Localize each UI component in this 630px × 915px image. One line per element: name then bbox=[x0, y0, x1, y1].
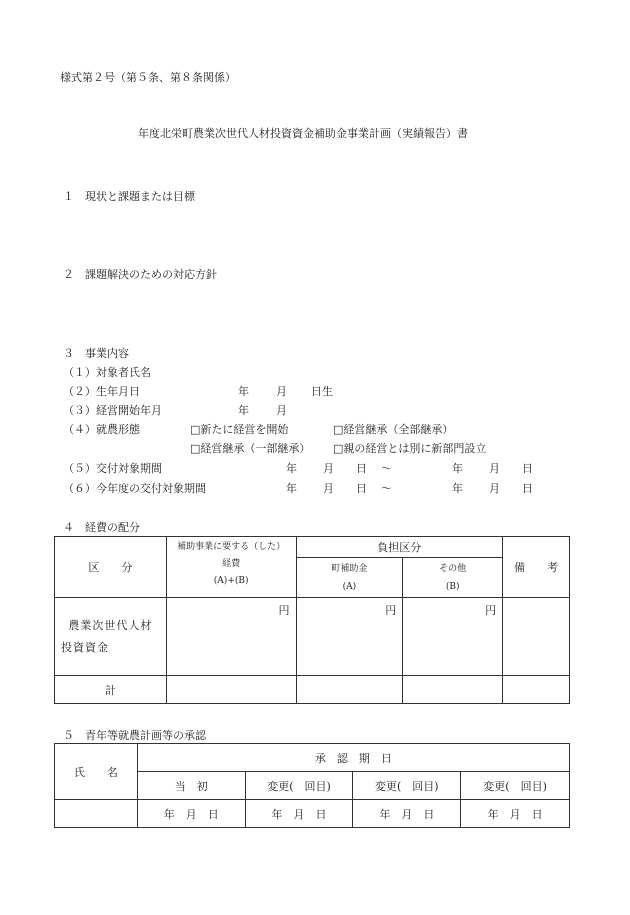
period-tilde: ～ bbox=[381, 462, 392, 475]
row-label-line1: 農業次世代人材 bbox=[68, 618, 153, 632]
day-unit: 日 bbox=[207, 807, 219, 821]
option-label: 経営継承（一部継承） bbox=[200, 442, 311, 455]
name-cell[interactable] bbox=[55, 800, 138, 828]
month-unit: 月 bbox=[293, 807, 305, 821]
total-town-cell[interactable] bbox=[296, 676, 403, 704]
total-label: 計 bbox=[55, 676, 167, 704]
burden-header: 負担区分 bbox=[296, 537, 503, 558]
town-amount-cell[interactable] bbox=[296, 598, 403, 676]
year-unit: 年 bbox=[271, 807, 283, 821]
yen-unit: 円 bbox=[485, 604, 497, 617]
town-subsidy-header bbox=[296, 558, 403, 598]
remarks-header: 備 考 bbox=[503, 537, 570, 598]
expense-amount-cell[interactable] bbox=[166, 598, 296, 676]
birth-month: 月 bbox=[276, 385, 287, 398]
recipient-name-label: （１）対象者氏名 bbox=[63, 366, 151, 379]
change-date-cell-2[interactable] bbox=[353, 800, 461, 828]
form-number: 様式第２号（第５条、第８条関係） bbox=[60, 71, 236, 84]
other-header bbox=[403, 558, 503, 598]
checkbox-icon bbox=[190, 423, 200, 436]
total-expense-cell[interactable] bbox=[166, 676, 296, 704]
expense-header-code: (A)+(B) bbox=[213, 576, 249, 586]
current-year-period-label: （６）今年度の交付対象期間 bbox=[63, 482, 206, 495]
expense-header-top: 補助事業に要する（した） bbox=[177, 542, 286, 552]
day-unit: 日 bbox=[423, 807, 435, 821]
year-unit: 年 bbox=[379, 807, 391, 821]
other-amount-cell[interactable] bbox=[403, 598, 503, 676]
current-tilde: ～ bbox=[381, 482, 392, 495]
name-header: 氏 名 bbox=[55, 744, 138, 800]
initial-date-cell[interactable] bbox=[137, 800, 245, 828]
section-3-heading: ３ 事業内容 bbox=[63, 347, 129, 360]
start-month: 月 bbox=[276, 404, 287, 417]
farming-type-label: （４）就農形態 bbox=[63, 423, 140, 436]
start-date-label: （３）経営開始年月 bbox=[63, 404, 162, 417]
approval-table bbox=[54, 743, 570, 828]
day-unit: 日 bbox=[315, 807, 327, 821]
month-unit: 月 bbox=[509, 807, 521, 821]
period-to-year: 年 bbox=[452, 462, 463, 475]
checkbox-icon bbox=[333, 442, 343, 455]
day-unit: 日 bbox=[531, 807, 543, 821]
remarks-cell[interactable] bbox=[503, 598, 570, 676]
expense-header-mid: 経費 bbox=[222, 559, 241, 569]
change-date-cell-1[interactable] bbox=[245, 800, 353, 828]
birth-day: 日生 bbox=[311, 385, 333, 398]
other-code: (B) bbox=[445, 581, 460, 592]
current-from-year: 年 bbox=[286, 482, 297, 495]
section-4-heading: ４ 経費の配分 bbox=[63, 521, 140, 534]
initial-header: 当 初 bbox=[137, 772, 245, 800]
current-to-month: 月 bbox=[489, 482, 500, 495]
expense-header bbox=[166, 537, 296, 598]
period-from-year: 年 bbox=[286, 462, 297, 475]
checkbox-icon bbox=[333, 423, 343, 436]
period-from-month: 月 bbox=[323, 462, 334, 475]
checkbox-new-start[interactable] bbox=[190, 421, 288, 437]
grant-period-label: （５）交付対象期間 bbox=[63, 462, 162, 475]
current-from-month: 月 bbox=[323, 482, 334, 495]
yen-unit: 円 bbox=[385, 604, 397, 617]
current-to-year: 年 bbox=[452, 482, 463, 495]
expense-table bbox=[54, 536, 570, 704]
checkbox-partial-succession[interactable] bbox=[190, 440, 310, 456]
total-other-cell[interactable] bbox=[403, 676, 503, 704]
category-header: 区 分 bbox=[55, 537, 167, 598]
section-2-heading: ２ 課題解決のための対応方針 bbox=[63, 268, 217, 281]
total-remarks-cell[interactable] bbox=[503, 676, 570, 704]
other-label: その他 bbox=[439, 563, 467, 574]
month-unit: 月 bbox=[185, 807, 197, 821]
town-subsidy-code: (A) bbox=[342, 581, 357, 592]
current-to-day: 日 bbox=[522, 482, 533, 495]
checkbox-icon bbox=[190, 442, 200, 455]
checkbox-new-division[interactable] bbox=[333, 440, 486, 456]
year-unit: 年 bbox=[487, 807, 499, 821]
change-header-2: 変更( 回目) bbox=[353, 772, 461, 800]
approval-date-header: 承 認 期 日 bbox=[137, 744, 569, 772]
town-subsidy-label: 町補助金 bbox=[331, 563, 368, 574]
document-title: 年度北栄町農業次世代人材投資資金補助金事業計画（実績報告）書 bbox=[138, 127, 468, 140]
current-from-day: 日 bbox=[356, 482, 367, 495]
yen-unit: 円 bbox=[278, 604, 290, 617]
row-label bbox=[55, 598, 167, 676]
year-unit: 年 bbox=[163, 807, 175, 821]
birth-date-label: （２）生年月日 bbox=[63, 385, 140, 398]
birth-year: 年 bbox=[238, 385, 249, 398]
change-header-3: 変更( 回目) bbox=[461, 772, 570, 800]
month-unit: 月 bbox=[401, 807, 413, 821]
section-1-heading: １ 現状と課題または目標 bbox=[63, 190, 195, 203]
section-5-heading: ５ 青年等就農計画等の承認 bbox=[63, 729, 206, 742]
option-label: 経営継承（全部継承） bbox=[343, 423, 454, 436]
change-header-1: 変更( 回目) bbox=[245, 772, 353, 800]
row-label-line2: 投資資金 bbox=[61, 640, 109, 654]
period-to-day: 日 bbox=[522, 462, 533, 475]
option-label: 親の経営とは別に新部門設立 bbox=[343, 442, 487, 455]
start-year: 年 bbox=[238, 404, 249, 417]
option-label: 新たに経営を開始 bbox=[200, 423, 289, 436]
period-to-month: 月 bbox=[489, 462, 500, 475]
change-date-cell-3[interactable] bbox=[461, 800, 570, 828]
checkbox-full-succession[interactable] bbox=[333, 421, 453, 437]
period-from-day: 日 bbox=[356, 462, 367, 475]
